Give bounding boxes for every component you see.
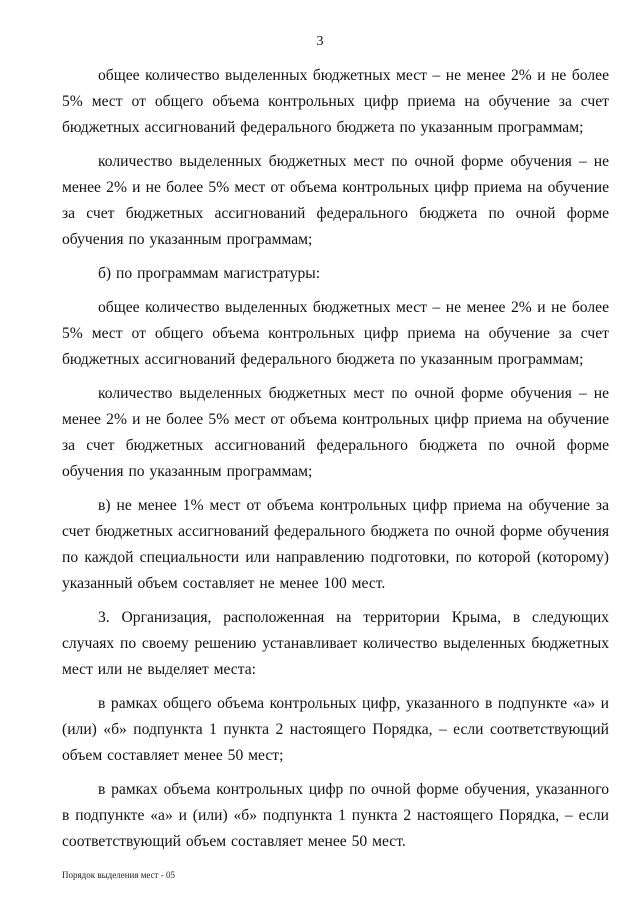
paragraph-fulltime-under-50: в рамках объема контрольных цифр по очной форме обучения, указанного в подпункте «а» и (или) «б» подпункта 1 пункта 2 настоящего Порядка, – если соответствующий объем составляет менее 50 мест. [62, 781, 609, 850]
paragraph-fulltime-masters: количество выделенных бюджетных мест по очной форме обучения – не менее 2% и не более 5% мест от объема контрольных цифр приема на обучение за счет бюджетных ассигнований федерального бюджета по очной форме обучения по указанным программам; [62, 385, 609, 480]
paragraph-total-bachelor: общее количество выделенных бюджетных мест – не менее 2% и не более 5% мест от общего объема контрольных цифр приема на обучение за счет бюджетных ассигнований федерального бюджета по указанным программам; [62, 67, 609, 136]
paragraph-masters-heading: б) по программам магистратуры: [98, 265, 321, 282]
paragraph-fulltime-bachelor: количество выделенных бюджетных мест по очной форме обучения – не менее 2% и не более 5% мест от объема контрольных цифр приема на обучение за счет бюджетных ассигнований федерального бюджета по очной форме обучения по указанным программам; [62, 153, 609, 248]
page-number: 3 [316, 34, 324, 49]
paragraph-total-masters: общее количество выделенных бюджетных мест – не менее 2% и не более 5% мест от общего объема контрольных цифр приема на обучение за счет бюджетных ассигнований федерального бюджета по указанным программам; [62, 299, 609, 368]
document-body [62, 63, 609, 855]
paragraph-item-v: в) не менее 1% мест от объема контрольных цифр приема на обучение за счет бюджетных ассигнований федерального бюджета по очной форме обучения по каждой специальности или направлению подготовки, по которой (которому) указанный объем составляет не менее 100 мест. [62, 497, 609, 592]
paragraph-section-3: 3. Организация, расположенная на территории Крыма, в следующих случаях по своему решению устанавливает количество выделенных бюджетных мест или не выделяет места: [62, 609, 609, 678]
paragraph-total-under-50: в рамках общего объема контрольных цифр, указанного в подпункте «а» и (или) «б» подпункта 1 пункта 2 настоящего Порядка, – если соответствующий объем составляет менее 50 мест; [62, 695, 609, 764]
document-footer: Порядок выделения мест - 05 [62, 870, 176, 880]
